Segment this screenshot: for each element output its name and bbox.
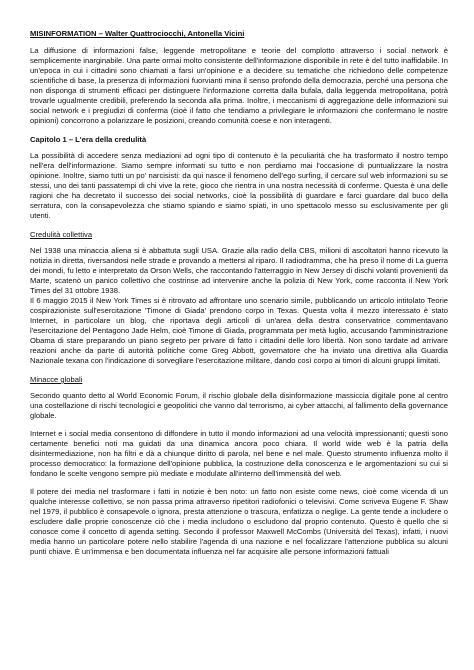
section-paragraph: Il potere dei media nel trasformare i fatti in notizie è ben noto: un fatto non esiste come news, cioè come vicenda di un qualche interesse collettivo, se non passa prima attraverso ripetitori radiofonici o televisivi. Come scriveva Eugene F. Shaw nel 1979, il pubblico è consapevole o ignora, presta attenzione o trascura, enfatizza o neglige. La gente tende a includere o escludere dalle proprie conoscenze ciò che i media includono o escludono dal proprio contenuto. Questo è quello che si conosce come il concetto di agenda setting. Secondo il professor Maxwell McCombs (Università del Texas), infatti, i nuovi media hanno un particolare potere nello stabilire l'agenda di una nazione e nel focalizzare l'attenzione pubblica su alcuni punti chiave. È un'immensa e ben documentata influenza nel far acquisire alle persone informazioni fattuali	[30, 487, 448, 556]
chapter-heading: Capitolo 1 – L'era della credulità	[30, 135, 147, 144]
section-paragraph: Nel 1938 una minaccia aliena si è abbattuta sugli USA. Grazie alla radio della CBS, milioni di ascoltatori hanno ricevuto la notizia in diretta, riversandosi nelle strade e provando a mettersi al riparo. Il radiodramma, che ha preso il nome di La guerra dei mondi, fu letto e interpretato da Orson Wells, che raccontando l'atterraggio in New Jersey di dischi volanti provenienti da Marte, scatenò un panico collettivo che costrinse ad intervenire anche la polizia di New York, come racconta il New York Times del 31 ottobre 1938.	[30, 246, 448, 295]
intro-paragraph: La diffusione di informazioni false, leggende metropolitane e teorie del complotto attraverso i social network è semplicemente inarginabile. Una parte ormai molto consistente dell'informazione disponibile in rete è del tutto inaffidabile. In un'epoca in cui i cittadini sono chiamati a farsi un'opinione e a decidere su tematiche che richiedono delle competenze scientifiche di base, la presenza di informazioni fuorvianti mina il senso profondo della democrazia, perché una persona che non disponga di strumenti efficaci per distinguere l'informazione corretta dalla bufala, dalla leggenda metropolitana, potrà trovarle ugualmente credibili, preferendo la seconda alla prima. Inoltre, i meccanismi di aggregazione delle informazioni sui social network e i pregiudizi di conferma (cioè il fatto che tendiamo a privilegiare le informazioni che confermano le nostre opinioni) concorrono a polarizzare le posizioni, creando comunità coese e non interagenti.	[30, 46, 448, 125]
section-paragraph: Il 6 maggio 2015 il New York Times si è ritrovato ad affrontare uno scenario simile, pubblicando un articolo intitolato Teorie cospirazioniste sull'esercitazione 'Timone di Giada' prendono corpo in Texas. Questa volta il mezzo interessato è stato Internet, in particolare un blog, che riportava degli articoli di un'area della destra conservatrice commentavano l'esercitazione del Pentagono Jade Helm, cioè Timone di Giada, programmata per metà luglio, accusando l'amministrazione Obama di stare preparando un piano segreto per privare di fatto i cittadini delle loro libertà. Non sono tardate ad arrivare reazioni anche da parte di autorità politiche come Greg Abbott, governatore che ha inviato una direttiva alla Guardia Nazionale texana con l'indicazione di sorvegliare l'esercitazione militare, dando così corpo ai timori di alcuni gruppi limitati.	[30, 296, 448, 365]
section-paragraph: Internet e i social media consentono di diffondere in tutto il mondo informazioni ad una velocità impressionanti; questi sono certamente benefici noti ma guidati da una dinamica ancora poco chiara. Il world wide web è la patria della disintermediazione, non ha filtri e dà a chiunque diritto di parola, nel bene e nel male. Questo strumento influenza molto il processo democratico: la formazione dell'opinione pubblica, la costruzione della conoscenza e le argomentazioni su cui si fondano le scelte vengono sempre più mediate e modulate all'interno dell'immensità del web.	[30, 429, 448, 478]
section-heading-minacce: Minacce globali	[30, 375, 83, 384]
document-title: MISINFORMATION – Walter Quattrociocchi, Antonella Vicini	[30, 29, 245, 38]
section-paragraph: Secondo quanto detto al World Economic Forum, il rischio globale della disinformazione massiccia digitale pone al centro una costellazione di rischi tecnologici e geopolitici che vanno dal terrorismo, ai cyber attacchi, al fallimento della governance globale.	[30, 391, 448, 420]
chapter-paragraph: La possibilità di accedere senza mediazioni ad ogni tipo di contenuto è la peculiarità che ha trasformato il nostro tempo nell'era dell'informazione. Siamo sempre informati su tutto e non perdiamo mai l'occasione di puntualizzare la nostra opinione. Inoltre, siamo tutti un po' narcisisti: da qui nasce il fenomeno dell'ego surfing, il cercare sul web informazioni su se stessi, uno dei tanti passatempi di chi vive la rete, gioco che rientra in una nostra necessità di conferme. Questa è una delle ragioni che ha decretato il successo dei social networks, cioè la possibilità di guardare e farci guardare dal buco della serratura, con la consapevolezza che stiamo spiando e siamo spiati, in uno spettacolo messo su esclusivamente per gli utenti.	[30, 151, 448, 220]
section-heading-credulita: Credulità collettiva	[30, 230, 93, 239]
